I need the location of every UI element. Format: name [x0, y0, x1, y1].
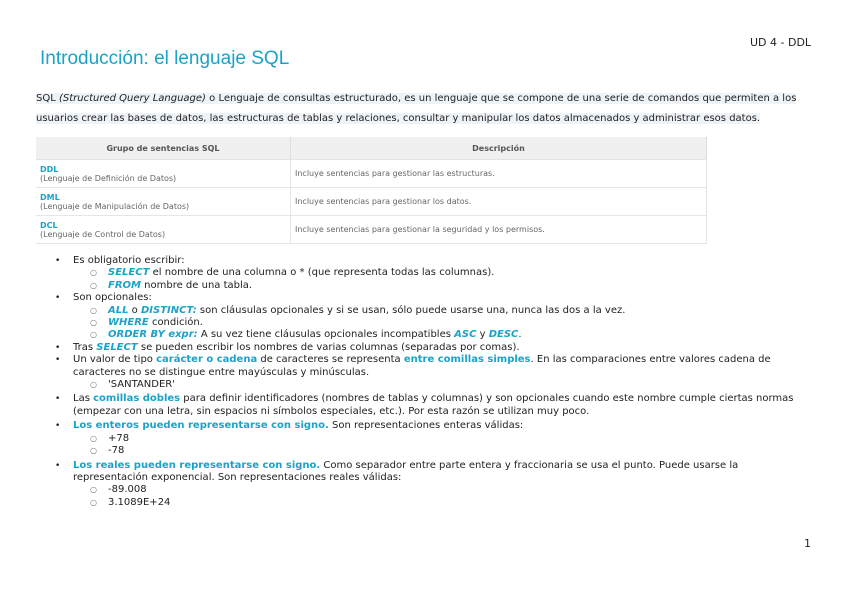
- sql-keyword: FROM: [108, 279, 141, 291]
- sql-keyword: ASC: [454, 329, 477, 341]
- intro-paragraph: [36, 89, 816, 128]
- circle-bullet-icon: ○: [90, 280, 97, 290]
- list-item: [0, 292, 803, 304]
- list-item: [0, 329, 803, 341]
- bullet-icon: •: [55, 342, 61, 353]
- circle-bullet-icon: ○: [90, 497, 97, 507]
- text: 'SANTANDER': [108, 379, 175, 391]
- text: son cláusulas opcionales y si se usan, sólo puede usarse una, nunca las dos a la vez.: [196, 304, 626, 316]
- description-cell: Incluye sentencias para gestionar las estructuras.: [291, 160, 707, 188]
- text: de caracteres se representa: [257, 354, 404, 366]
- text: -78: [108, 445, 125, 457]
- highlighted-text: Los enteros pueden representarse con signo.: [73, 420, 329, 432]
- list-item: [0, 497, 803, 509]
- unit-header: UD 4 - DDL: [750, 36, 812, 49]
- highlighted-text: carácter o cadena: [156, 354, 258, 366]
- text: el nombre de una columna o * (que representa todas las columnas).: [149, 267, 495, 279]
- text: Las: [73, 393, 94, 405]
- group-cell: [36, 188, 291, 216]
- table-header-description: Descripción: [291, 137, 707, 160]
- circle-bullet-icon: ○: [90, 485, 97, 495]
- group-cell: [36, 216, 291, 244]
- list-item: [0, 354, 803, 379]
- bullet-icon: •: [55, 293, 61, 304]
- text: Un valor de tipo: [73, 354, 157, 366]
- text: +78: [108, 432, 130, 444]
- description-cell: Incluye sentencias para gestionar los datos.: [291, 188, 707, 216]
- highlighted-text: Los reales pueden representarse con signo.: [73, 459, 321, 471]
- bullet-icon: •: [55, 256, 61, 266]
- group-code: DCL: [40, 220, 58, 230]
- circle-bullet-icon: ○: [90, 305, 97, 315]
- group-name: (Lenguaje de Definición de Datos): [40, 173, 177, 183]
- intro-prefix: SQL: [36, 93, 59, 104]
- bullet-icon: •: [55, 355, 61, 366]
- list-item: [0, 317, 803, 329]
- text: y: [476, 329, 489, 341]
- text: nombre de una tabla.: [140, 279, 253, 291]
- page-number: 1: [804, 537, 811, 550]
- text: Son representaciones enteras válidas:: [328, 420, 524, 432]
- text: . En las comparaciones entre valores cadena de caracteres no se distingue entre mayúsculas y minúsculas.: [73, 354, 771, 378]
- bullet-icon: •: [55, 421, 61, 432]
- list-item: [0, 280, 803, 292]
- text: o: [128, 304, 141, 316]
- text: A su vez tiene cláusulas opcionales incompatibles: [197, 329, 455, 341]
- circle-bullet-icon: ○: [90, 433, 97, 443]
- bullet-icon: •: [55, 394, 61, 405]
- table-header-group: Grupo de sentencias SQL: [36, 137, 291, 160]
- text: 3.1089E+24: [108, 496, 171, 508]
- list-item: [0, 255, 803, 267]
- circle-bullet-icon: ○: [90, 318, 97, 328]
- sql-groups-table: [36, 137, 707, 244]
- page-title: Introducción: el lenguaje SQL: [40, 48, 290, 69]
- text: Como separador entre parte entera y fraccionaria se usa el punto. Puede usarse la representación exponencial. Son representaciones reales válidas:: [73, 459, 739, 483]
- circle-bullet-icon: ○: [90, 268, 97, 278]
- intro-line2: usuarios crear las bases de datos, las estructuras de tablas y relaciones, consultar y manipular los datos almacenados y administrar esos datos.: [36, 112, 761, 124]
- text: condición.: [148, 317, 203, 329]
- description-cell: Incluye sentencias para gestionar la seguridad y los permisos.: [291, 216, 707, 244]
- text: Es obligatorio escribir:: [73, 255, 185, 266]
- list-item: [0, 484, 803, 496]
- sql-keyword: WHERE: [108, 317, 149, 329]
- highlighted-text: comillas dobles: [93, 393, 181, 405]
- group-name: (Lenguaje de Manipulación de Datos): [40, 201, 190, 211]
- text: -89.008: [108, 484, 147, 496]
- sql-keyword: ALL: [108, 304, 129, 316]
- list-item: [0, 379, 803, 391]
- text: Son opcionales:: [73, 292, 152, 304]
- list-item: [0, 342, 803, 354]
- list-item: [0, 433, 803, 445]
- group-code: DML: [40, 192, 60, 202]
- group-cell: [36, 160, 291, 188]
- list-item: [0, 305, 803, 317]
- highlighted-text: entre comillas simples: [403, 354, 531, 366]
- group-code: DDL: [40, 164, 59, 174]
- sql-keyword: DISTINCT:: [140, 304, 197, 316]
- group-name: (Lenguaje de Control de Datos): [40, 229, 166, 239]
- text: .: [518, 329, 522, 341]
- intro-italic: (Structured Query Language): [58, 93, 206, 104]
- list-item: [0, 420, 803, 432]
- circle-bullet-icon: ○: [90, 380, 97, 390]
- sql-keyword: SELECT: [108, 267, 150, 279]
- text: Tras: [73, 341, 97, 353]
- sql-keyword: DESC: [488, 329, 519, 341]
- text: para definir identificadores (nombres de tablas y columnas) y son opcionales cuando este nombre cumple ciertas normas (empezar con una letra, sin espacios ni símbolos especiales, etc.). Por esta razón se utilizan muy poco.: [73, 393, 794, 417]
- text: se pueden escribir los nombres de varias columnas (separadas por comas).: [137, 341, 520, 353]
- list-item: [0, 393, 803, 418]
- sql-keyword: SELECT: [96, 341, 138, 353]
- list-item: [0, 460, 803, 485]
- circle-bullet-icon: ○: [90, 446, 97, 456]
- bullet-list: [0, 255, 848, 509]
- table-row: [36, 160, 707, 188]
- sql-keyword: ORDER BY expr:: [108, 329, 198, 341]
- list-item: [0, 267, 803, 279]
- table-row: [36, 188, 707, 216]
- circle-bullet-icon: ○: [90, 330, 97, 340]
- bullet-icon: •: [55, 460, 61, 471]
- table-row: [36, 216, 707, 244]
- intro-line1: o Lenguaje de consultas estructurado, es un lenguaje que se compone de una serie de comandos que permiten a los: [205, 93, 797, 104]
- list-item: [0, 445, 803, 457]
